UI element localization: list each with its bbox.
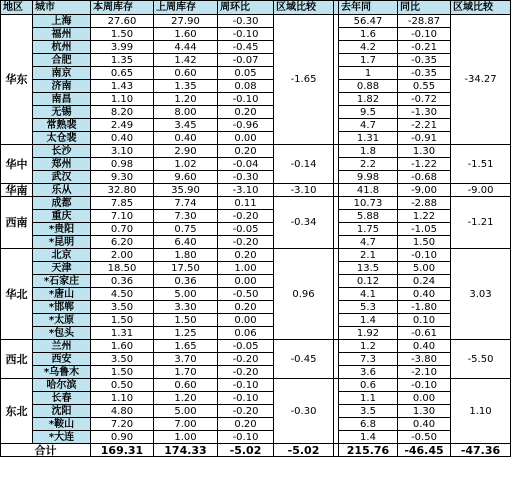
yoy-cell: -0.10	[398, 379, 451, 392]
table-row	[1, 223, 511, 236]
wow-cell: 0.05	[218, 67, 274, 80]
this-week-cell: 0.65	[91, 67, 154, 80]
last-year-cell: 1.8	[339, 145, 398, 158]
region-cell: 西南	[1, 197, 33, 249]
yoy-cell: 0.40	[398, 418, 451, 431]
city-cell: *邯郸	[33, 301, 91, 314]
city-cell: 重庆	[33, 210, 91, 223]
last-year-cell: 4.2	[339, 41, 398, 54]
last-week-cell: 0.75	[154, 223, 218, 236]
this-week-cell: 1.10	[91, 392, 154, 405]
table-row	[1, 340, 511, 353]
total-this-week: 169.31	[91, 444, 154, 457]
city-cell: *鞍山	[33, 418, 91, 431]
region-cell: 华北	[1, 249, 33, 340]
last-year-cell: 1.92	[339, 327, 398, 340]
city-cell: *太原	[33, 314, 91, 327]
city-cell: 上海	[33, 15, 91, 28]
table-row	[1, 119, 511, 132]
this-week-cell: 8.20	[91, 106, 154, 119]
last-week-cell: 7.00	[154, 418, 218, 431]
table-header	[1, 1, 511, 15]
city-cell: 福州	[33, 28, 91, 41]
city-cell: *石家庄	[33, 275, 91, 288]
last-year-cell: 1.1	[339, 392, 398, 405]
last-week-cell: 8.00	[154, 106, 218, 119]
wow-cell: -0.07	[218, 54, 274, 67]
table-row	[1, 54, 511, 67]
yoy-cell: -2.88	[398, 197, 451, 210]
wow-cell: 0.00	[218, 314, 274, 327]
yoy-cell: -0.91	[398, 132, 451, 145]
yoy-cell: -2.21	[398, 119, 451, 132]
header-row	[1, 1, 511, 15]
table-row	[1, 431, 511, 444]
last-week-cell: 1.25	[154, 327, 218, 340]
last-year-cell: 1.4	[339, 314, 398, 327]
table-row	[1, 15, 511, 28]
last-year-cell: 5.3	[339, 301, 398, 314]
last-week-cell: 0.40	[154, 132, 218, 145]
last-year-cell: 1.6	[339, 28, 398, 41]
city-cell: 南京	[33, 67, 91, 80]
table-row	[1, 275, 511, 288]
wow-cell: -0.10	[218, 93, 274, 106]
this-week-cell: 3.50	[91, 301, 154, 314]
wow-cell: 1.00	[218, 262, 274, 275]
wow-cell: 0.00	[218, 275, 274, 288]
city-cell: 武汉	[33, 171, 91, 184]
city-cell: *乌鲁木	[33, 366, 91, 379]
wow-cell: 0.20	[218, 145, 274, 158]
header-city: 城市	[33, 1, 91, 15]
table-row	[1, 145, 511, 158]
this-week-cell: 0.36	[91, 275, 154, 288]
last-year-cell: 56.47	[339, 15, 398, 28]
city-cell: *贵阳	[33, 223, 91, 236]
last-week-cell: 1.00	[154, 431, 218, 444]
wow-cell: 0.11	[218, 197, 274, 210]
table-row	[1, 327, 511, 340]
city-cell: 北京	[33, 249, 91, 262]
last-week-cell: 1.50	[154, 314, 218, 327]
header-wow: 周环比	[218, 1, 274, 15]
city-cell: 杭州	[33, 41, 91, 54]
region-yoy-compare-cell: -1.51	[451, 145, 511, 184]
this-week-cell: 1.10	[91, 93, 154, 106]
total-label: 合计	[1, 444, 91, 457]
region-wow-compare-cell: -0.45	[274, 340, 334, 379]
this-week-cell: 7.10	[91, 210, 154, 223]
this-week-cell: 18.50	[91, 262, 154, 275]
this-week-cell: 9.30	[91, 171, 154, 184]
table-body	[1, 15, 511, 457]
table-row	[1, 353, 511, 366]
region-cell: 华东	[1, 15, 33, 145]
table-row	[1, 288, 511, 301]
yoy-cell: -0.35	[398, 54, 451, 67]
last-week-cell: 1.20	[154, 93, 218, 106]
region-yoy-compare-cell: -5.50	[451, 340, 511, 379]
last-week-cell: 1.35	[154, 80, 218, 93]
wow-cell: 0.00	[218, 132, 274, 145]
last-year-cell: 0.12	[339, 275, 398, 288]
yoy-cell: 0.10	[398, 314, 451, 327]
last-year-cell: 4.7	[339, 119, 398, 132]
this-week-cell: 2.49	[91, 119, 154, 132]
wow-cell: -3.10	[218, 184, 274, 197]
yoy-cell: -2.10	[398, 366, 451, 379]
this-week-cell: 3.10	[91, 145, 154, 158]
table-row	[1, 80, 511, 93]
last-week-cell: 1.02	[154, 158, 218, 171]
region-cell: 西北	[1, 340, 33, 379]
last-week-cell: 3.30	[154, 301, 218, 314]
last-week-cell: 17.50	[154, 262, 218, 275]
yoy-cell: 5.00	[398, 262, 451, 275]
this-week-cell: 3.99	[91, 41, 154, 54]
last-year-cell: 1.75	[339, 223, 398, 236]
last-week-cell: 6.40	[154, 236, 218, 249]
last-week-cell: 5.00	[154, 405, 218, 418]
last-year-cell: 9.5	[339, 106, 398, 119]
table-row	[1, 301, 511, 314]
last-year-cell: 10.73	[339, 197, 398, 210]
total-row	[1, 444, 511, 457]
region-wow-compare-cell: -0.14	[274, 145, 334, 184]
table-row	[1, 236, 511, 249]
this-week-cell: 4.50	[91, 288, 154, 301]
table-row	[1, 249, 511, 262]
table-row	[1, 210, 511, 223]
last-year-cell: 5.88	[339, 210, 398, 223]
this-week-cell: 0.40	[91, 132, 154, 145]
city-cell: 合肥	[33, 54, 91, 67]
yoy-cell: -1.22	[398, 158, 451, 171]
table-row	[1, 405, 511, 418]
city-cell: *唐山	[33, 288, 91, 301]
last-year-cell: 3.5	[339, 405, 398, 418]
wow-cell: -0.30	[218, 15, 274, 28]
yoy-cell: 0.40	[398, 288, 451, 301]
table-row	[1, 106, 511, 119]
wow-cell: -0.20	[218, 353, 274, 366]
last-week-cell: 7.74	[154, 197, 218, 210]
last-week-cell: 0.60	[154, 379, 218, 392]
wow-cell: -0.50	[218, 288, 274, 301]
city-cell: 太仓裴	[33, 132, 91, 145]
last-week-cell: 1.60	[154, 28, 218, 41]
region-cell: 东北	[1, 379, 33, 444]
wow-cell: 0.20	[218, 106, 274, 119]
this-week-cell: 1.35	[91, 54, 154, 67]
last-year-cell: 7.3	[339, 353, 398, 366]
last-year-cell: 1	[339, 67, 398, 80]
header-region-compare: 区域比较	[274, 1, 334, 15]
wow-cell: 0.08	[218, 80, 274, 93]
wow-cell: -0.30	[218, 171, 274, 184]
yoy-cell: -0.21	[398, 41, 451, 54]
header-this-week: 本周库存	[91, 1, 154, 15]
region-wow-compare-cell: -0.30	[274, 379, 334, 444]
last-week-cell: 1.20	[154, 392, 218, 405]
this-week-cell: 32.80	[91, 184, 154, 197]
city-cell: *大连	[33, 431, 91, 444]
yoy-cell: 0.24	[398, 275, 451, 288]
city-cell: 西安	[33, 353, 91, 366]
region-yoy-compare-cell: -9.00	[451, 184, 511, 197]
table-row	[1, 67, 511, 80]
table-row	[1, 418, 511, 431]
this-week-cell: 1.50	[91, 28, 154, 41]
table-row	[1, 197, 511, 210]
last-week-cell: 1.42	[154, 54, 218, 67]
last-week-cell: 3.70	[154, 353, 218, 366]
last-week-cell: 9.60	[154, 171, 218, 184]
header-last-year: 去年同	[339, 1, 398, 15]
city-cell: 长春	[33, 392, 91, 405]
wow-cell: -0.20	[218, 366, 274, 379]
this-week-cell: 2.00	[91, 249, 154, 262]
last-year-cell: 4.1	[339, 288, 398, 301]
city-cell: 沈阳	[33, 405, 91, 418]
yoy-cell: -0.50	[398, 431, 451, 444]
total-last-year: 215.76	[339, 444, 398, 457]
wow-cell: -0.04	[218, 158, 274, 171]
region-wow-compare-cell: -3.10	[274, 184, 334, 197]
region-wow-compare-cell: -1.65	[274, 15, 334, 145]
table-row	[1, 262, 511, 275]
yoy-cell: -0.61	[398, 327, 451, 340]
last-week-cell: 27.90	[154, 15, 218, 28]
yoy-cell: 0.40	[398, 340, 451, 353]
yoy-cell: -3.80	[398, 353, 451, 366]
last-week-cell: 2.90	[154, 145, 218, 158]
table-row	[1, 158, 511, 171]
yoy-cell: -1.05	[398, 223, 451, 236]
last-week-cell: 1.80	[154, 249, 218, 262]
city-cell: 天津	[33, 262, 91, 275]
last-week-cell: 0.60	[154, 67, 218, 80]
yoy-cell: 1.22	[398, 210, 451, 223]
city-cell: 乐从	[33, 184, 91, 197]
header-yoy: 同比	[398, 1, 451, 15]
region-yoy-compare-cell: -1.21	[451, 197, 511, 249]
city-cell: 南昌	[33, 93, 91, 106]
this-week-cell: 1.50	[91, 314, 154, 327]
wow-cell: -0.20	[218, 405, 274, 418]
last-year-cell: 6.8	[339, 418, 398, 431]
table-row	[1, 379, 511, 392]
city-cell: 无锡	[33, 106, 91, 119]
last-week-cell: 5.00	[154, 288, 218, 301]
yoy-cell: 1.30	[398, 405, 451, 418]
this-week-cell: 0.70	[91, 223, 154, 236]
wow-cell: -0.10	[218, 392, 274, 405]
city-cell: 济南	[33, 80, 91, 93]
table-row	[1, 366, 511, 379]
last-year-cell: 13.5	[339, 262, 398, 275]
wow-cell: -0.20	[218, 210, 274, 223]
region-yoy-compare-cell: -34.27	[451, 15, 511, 145]
region-wow-compare-cell: 0.96	[274, 249, 334, 340]
yoy-cell: 1.50	[398, 236, 451, 249]
yoy-cell: -0.10	[398, 28, 451, 41]
last-week-cell: 1.70	[154, 366, 218, 379]
city-cell: 成都	[33, 197, 91, 210]
yoy-cell: -0.10	[398, 249, 451, 262]
last-year-cell: 2.1	[339, 249, 398, 262]
last-year-cell: 4.7	[339, 236, 398, 249]
this-week-cell: 0.90	[91, 431, 154, 444]
yoy-cell: -9.00	[398, 184, 451, 197]
table-row	[1, 314, 511, 327]
last-year-cell: 1.7	[339, 54, 398, 67]
city-cell: 兰州	[33, 340, 91, 353]
wow-cell: -0.96	[218, 119, 274, 132]
last-year-cell: 2.2	[339, 158, 398, 171]
city-cell: 长沙	[33, 145, 91, 158]
yoy-cell: -0.35	[398, 67, 451, 80]
table-row	[1, 28, 511, 41]
region-yoy-compare-cell: 1.10	[451, 379, 511, 444]
yoy-cell: 0.00	[398, 392, 451, 405]
last-year-cell: 1.2	[339, 340, 398, 353]
yoy-cell: -1.80	[398, 301, 451, 314]
yoy-cell: 1.30	[398, 145, 451, 158]
last-year-cell: 1.82	[339, 93, 398, 106]
header-region-compare-yoy: 区域比较	[451, 1, 511, 15]
last-year-cell: 0.6	[339, 379, 398, 392]
yoy-cell: -1.30	[398, 106, 451, 119]
header-last-week: 上周库存	[154, 1, 218, 15]
table-row	[1, 171, 511, 184]
total-wow: -5.02	[218, 444, 274, 457]
city-cell: *包头	[33, 327, 91, 340]
table-row	[1, 392, 511, 405]
wow-cell: -0.10	[218, 379, 274, 392]
total-wow-compare: -5.02	[274, 444, 334, 457]
last-week-cell: 1.65	[154, 340, 218, 353]
wow-cell: -0.10	[218, 28, 274, 41]
table-row	[1, 93, 511, 106]
this-week-cell: 1.50	[91, 366, 154, 379]
total-last-week: 174.33	[154, 444, 218, 457]
wow-cell: 0.20	[218, 418, 274, 431]
wow-cell: 0.06	[218, 327, 274, 340]
wow-cell: -0.10	[218, 431, 274, 444]
table-row	[1, 41, 511, 54]
city-cell: 郑州	[33, 158, 91, 171]
table-row	[1, 132, 511, 145]
last-year-cell: 0.88	[339, 80, 398, 93]
yoy-cell: -28.87	[398, 15, 451, 28]
this-week-cell: 1.31	[91, 327, 154, 340]
total-yoy-compare: -47.36	[451, 444, 511, 457]
this-week-cell: 6.20	[91, 236, 154, 249]
last-week-cell: 35.90	[154, 184, 218, 197]
this-week-cell: 3.50	[91, 353, 154, 366]
this-week-cell: 0.50	[91, 379, 154, 392]
last-week-cell: 7.30	[154, 210, 218, 223]
city-cell: 常熟裴	[33, 119, 91, 132]
wow-cell: -0.20	[218, 236, 274, 249]
last-week-cell: 4.44	[154, 41, 218, 54]
city-cell: 哈尔滨	[33, 379, 91, 392]
table-row	[1, 184, 511, 197]
region-cell: 华南	[1, 184, 33, 197]
last-year-cell: 1.31	[339, 132, 398, 145]
region-yoy-compare-cell: 3.03	[451, 249, 511, 340]
region-wow-compare-cell: -0.34	[274, 197, 334, 249]
yoy-cell: -0.68	[398, 171, 451, 184]
this-week-cell: 27.60	[91, 15, 154, 28]
wow-cell: 0.20	[218, 301, 274, 314]
header-region: 地区	[1, 1, 33, 15]
yoy-cell: -0.72	[398, 93, 451, 106]
this-week-cell: 7.20	[91, 418, 154, 431]
wow-cell: -0.05	[218, 223, 274, 236]
city-cell: *昆明	[33, 236, 91, 249]
this-week-cell: 1.43	[91, 80, 154, 93]
last-week-cell: 0.36	[154, 275, 218, 288]
last-year-cell: 41.8	[339, 184, 398, 197]
last-year-cell: 9.98	[339, 171, 398, 184]
region-cell: 华中	[1, 145, 33, 184]
this-week-cell: 1.60	[91, 340, 154, 353]
last-year-cell: 3.6	[339, 366, 398, 379]
wow-cell: -0.05	[218, 340, 274, 353]
this-week-cell: 0.98	[91, 158, 154, 171]
wow-cell: -0.45	[218, 41, 274, 54]
this-week-cell: 7.85	[91, 197, 154, 210]
total-yoy: -46.45	[398, 444, 451, 457]
yoy-cell: 0.55	[398, 80, 451, 93]
this-week-cell: 4.80	[91, 405, 154, 418]
last-year-cell: 1.4	[339, 431, 398, 444]
last-week-cell: 3.45	[154, 119, 218, 132]
wow-cell: 0.20	[218, 249, 274, 262]
